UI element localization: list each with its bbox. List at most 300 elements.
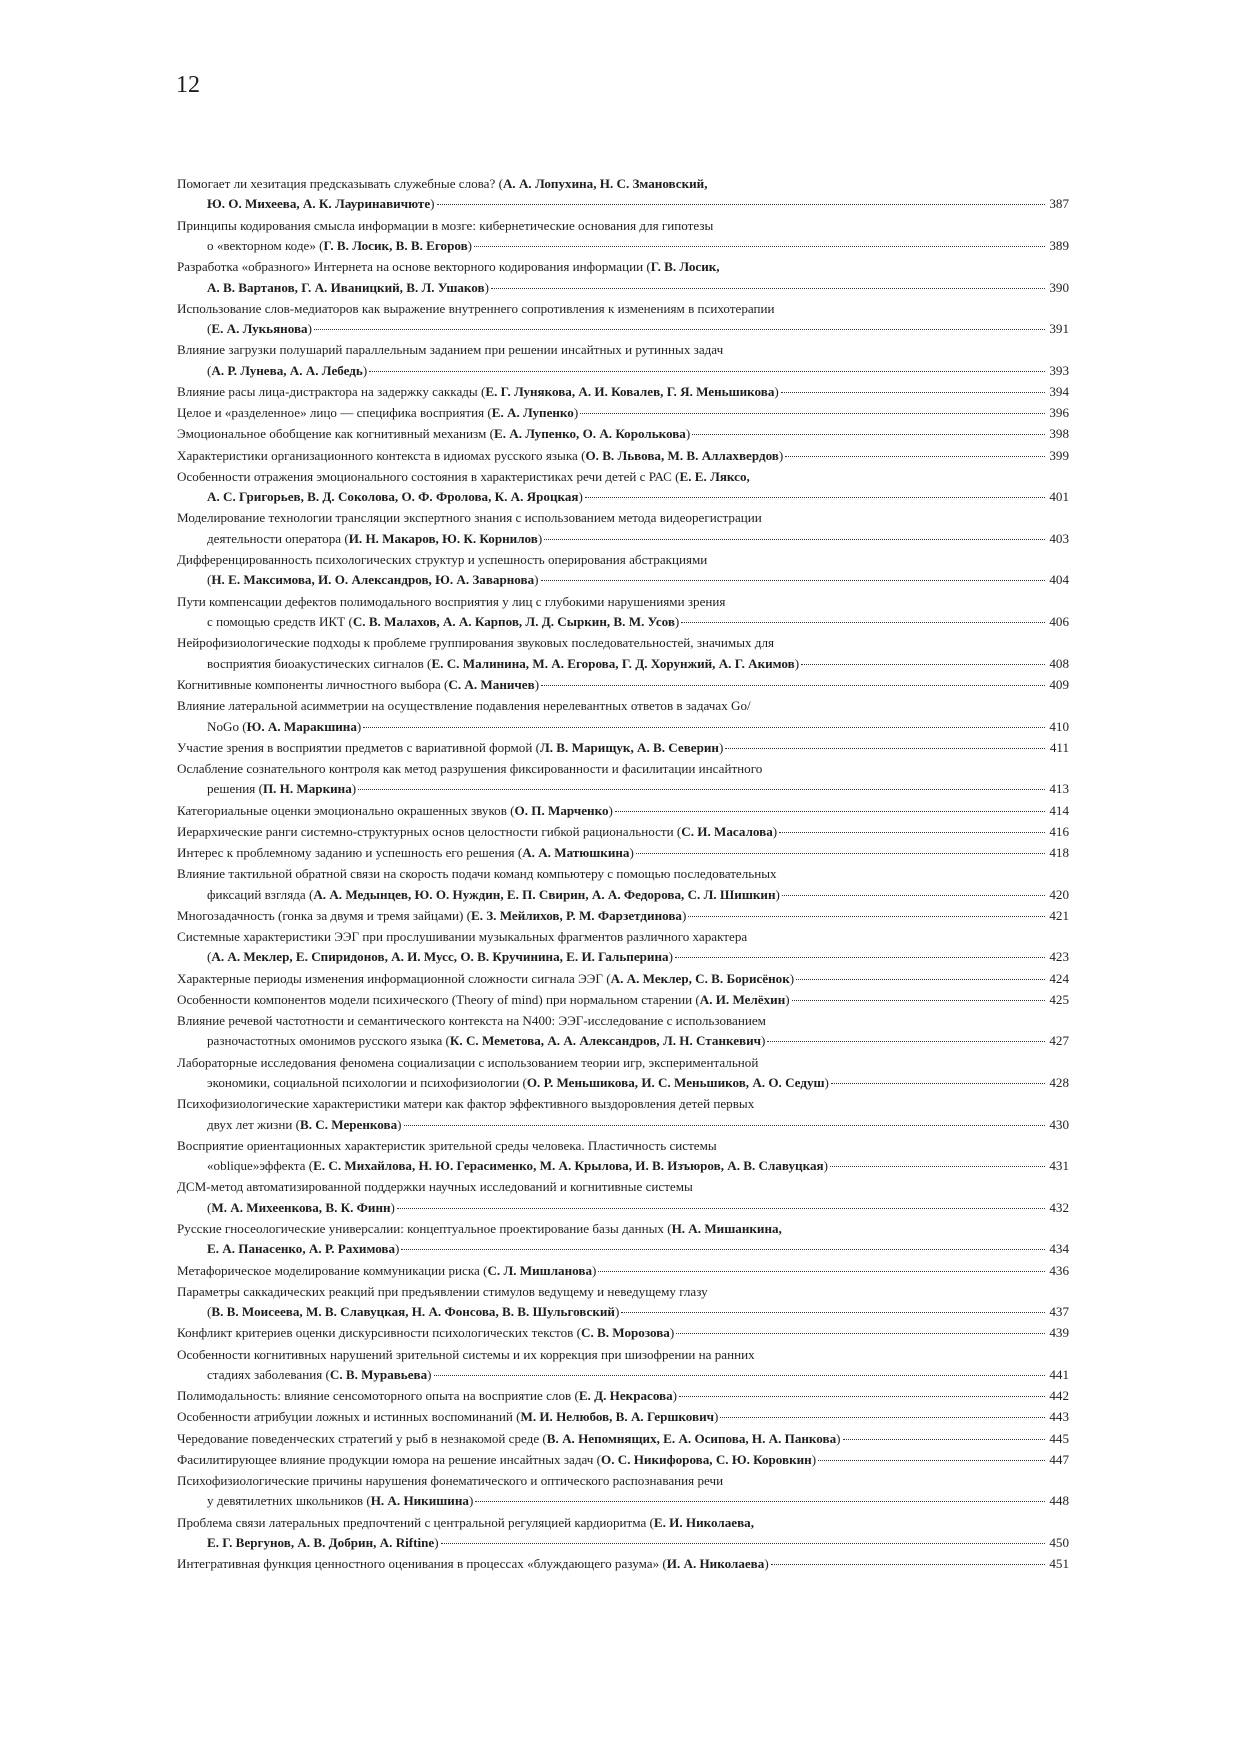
toc-entry-last-line <box>177 1365 1069 1385</box>
dot-leader <box>818 1460 1045 1461</box>
entry-page-number: 406 <box>1049 614 1069 630</box>
toc-entry-last-line <box>177 1533 1069 1553</box>
entry-authors: А. А. Меклер, С. В. Борисёнок <box>610 970 790 986</box>
toc-entry-line <box>177 1094 1069 1114</box>
closing-paren: ) <box>362 362 368 378</box>
toc-entry[interactable] <box>177 340 1069 381</box>
toc-entry-text <box>177 675 539 695</box>
entry-title: Влияние тактильной обратной связи на скорость подачи команд компьютеру с помощью последовательных <box>177 866 777 882</box>
toc-entry-last-line <box>177 675 1069 695</box>
toc-entry-text <box>177 1055 758 1070</box>
toc-entry-last-line <box>177 1386 1069 1406</box>
dot-leader <box>767 1041 1045 1042</box>
entry-page-number: 432 <box>1049 1199 1069 1215</box>
entry-title: ( <box>207 949 212 965</box>
entry-title: с помощью средств ИКТ ( <box>207 614 353 630</box>
dot-leader <box>441 1543 1045 1544</box>
toc-entry[interactable] <box>177 592 1069 633</box>
toc-entry-line <box>177 759 1069 779</box>
entry-title: ( <box>207 321 212 337</box>
entry-authors: П. Н. Маркина <box>262 781 352 797</box>
toc-entry-text <box>177 969 794 989</box>
toc-entry-line <box>177 864 1069 884</box>
toc-entry-last-line <box>177 612 1069 632</box>
toc-entry[interactable] <box>177 633 1069 674</box>
entry-page-number: 441 <box>1049 1367 1069 1383</box>
entry-authors: И. А. Николаева <box>666 1556 765 1572</box>
toc-entry[interactable] <box>177 801 1069 821</box>
entry-title: Пути компенсации дефектов полимодального восприятия у лиц с глубокими нарушениями зрения <box>177 593 726 609</box>
toc-entry[interactable] <box>177 696 1069 737</box>
entry-title: решения ( <box>207 781 263 797</box>
toc-entry-last-line <box>177 1491 1069 1511</box>
toc-entry-text <box>207 1365 432 1385</box>
entry-title: Проблема связи латеральных предпочтений с центральной регуляцией кардиоритма ( <box>177 1514 654 1530</box>
closing-paren: ) <box>614 1304 620 1320</box>
closing-paren: ) <box>785 991 790 1007</box>
closing-paren: ) <box>718 739 724 755</box>
toc-entry[interactable] <box>177 675 1069 695</box>
toc-entry-last-line <box>177 906 1069 926</box>
entry-authors: А. А. Матюшкина <box>522 844 630 860</box>
entry-page-number: 390 <box>1049 279 1069 295</box>
toc-entry-text <box>177 1515 754 1530</box>
dot-leader <box>621 1312 1045 1313</box>
toc-entry[interactable] <box>177 508 1069 549</box>
entry-title: Характерные периоды изменения информационной сложности сигнала ЭЭГ ( <box>177 970 611 986</box>
entry-page-number: 413 <box>1049 781 1069 797</box>
toc-entry[interactable] <box>177 906 1069 926</box>
toc-entry-text <box>207 319 312 339</box>
entry-page-number: 437 <box>1049 1304 1069 1320</box>
toc-entry-line <box>177 1219 1069 1239</box>
toc-entry[interactable] <box>177 174 1069 215</box>
closing-paren: ) <box>764 1556 769 1572</box>
dot-leader <box>636 853 1045 854</box>
toc-entry[interactable] <box>177 403 1069 423</box>
entry-authors: К. С. Меметова, А. А. Александров, Л. Н. Станкевич <box>449 1033 762 1049</box>
toc-entry-line <box>177 299 1069 319</box>
toc-entry-text <box>207 1491 473 1511</box>
entry-page-number: 427 <box>1049 1033 1069 1049</box>
toc-entry[interactable] <box>177 927 1069 968</box>
toc-entry[interactable] <box>177 822 1069 842</box>
toc-entry[interactable] <box>177 864 1069 905</box>
dot-leader <box>720 1417 1045 1418</box>
toc-entry-last-line <box>177 570 1069 590</box>
toc-entry-text <box>177 843 634 863</box>
toc-entry[interactable] <box>177 1136 1069 1177</box>
entry-authors: Е. А. Лупенко <box>491 405 574 421</box>
entry-page-number: 451 <box>1049 1556 1069 1572</box>
closing-paren: ) <box>397 1116 402 1132</box>
entry-page-number: 411 <box>1049 739 1069 755</box>
toc-entry-text <box>177 1323 674 1343</box>
entry-title: Ослабление сознательного контроля как метод разрушения фиксированности и фасилитации инсайтного <box>177 760 763 776</box>
toc-entry-line <box>177 1513 1069 1533</box>
entry-authors: Г. В. Лосик, <box>650 259 720 275</box>
toc-entry-text <box>177 1429 841 1449</box>
toc-entry-line <box>177 1053 1069 1073</box>
dot-leader <box>781 392 1045 393</box>
toc-entry-line <box>177 257 1069 277</box>
toc-entry-last-line <box>177 801 1069 821</box>
entry-title: Эмоциональное обобщение как когнитивный механизм ( <box>177 426 494 442</box>
closing-paren: ) <box>681 907 687 923</box>
toc-entry[interactable] <box>177 1450 1069 1470</box>
closing-paren: ) <box>467 238 473 254</box>
entry-authors: В. А. Непомнящих, Е. А. Осипова, Н. А. Панкова <box>546 1430 837 1446</box>
toc-entry-text <box>177 446 783 466</box>
closing-paren: ) <box>672 1388 678 1404</box>
toc-entry-text <box>177 424 690 444</box>
dot-leader <box>544 539 1045 540</box>
toc-entry-text <box>177 822 777 842</box>
toc-entry-text <box>177 866 777 881</box>
entry-title: Категориальные оценки эмоционально окрашенных звуков ( <box>177 802 515 818</box>
entry-page-number: 410 <box>1049 718 1069 734</box>
entry-page-number: 439 <box>1049 1325 1069 1341</box>
entry-page-number: 416 <box>1049 823 1069 839</box>
toc-entry-last-line <box>177 1073 1069 1093</box>
toc-entry[interactable] <box>177 1345 1069 1386</box>
toc-entry-text <box>207 1533 439 1553</box>
toc-entry-text <box>207 570 539 590</box>
dot-leader <box>782 895 1045 896</box>
toc-entry-text <box>207 1302 619 1322</box>
entry-page-number: 447 <box>1049 1451 1069 1467</box>
closing-paren: ) <box>390 1199 395 1215</box>
closing-paren: ) <box>761 1033 766 1049</box>
entry-title: Особенности компонентов модели психического (Theory of mind) при нормальном старении ( <box>177 991 700 1007</box>
entry-title: двух лет жизни ( <box>207 1116 300 1132</box>
toc-entry-last-line <box>177 738 1069 758</box>
entry-authors: Н. А. Мишанкина, <box>671 1221 782 1237</box>
entry-title: Полимодальность: влияние сенсомоторного опыта на восприятие слов ( <box>177 1388 579 1404</box>
closing-paren: ) <box>356 718 362 734</box>
toc-entry-text <box>207 947 673 967</box>
toc-entry[interactable] <box>177 1219 1069 1260</box>
entry-title: «oblique»эффекта ( <box>207 1158 314 1174</box>
toc-entry-last-line <box>177 947 1069 967</box>
toc-entry-text <box>207 278 489 298</box>
toc-entry-line <box>177 1282 1069 1302</box>
toc-entry-last-line <box>177 717 1069 737</box>
entry-title: Целое и «разделенное» лицо — специфика восприятия ( <box>177 405 492 421</box>
entry-page-number: 399 <box>1049 447 1069 463</box>
toc-entry-last-line <box>177 529 1069 549</box>
entry-authors: О. С. Никифорова, С. Ю. Коровкин <box>601 1451 812 1467</box>
toc-entry[interactable] <box>177 1323 1069 1343</box>
entry-title: Лабораторные исследования феномена социализации с использованием теории игр, экспериментальной <box>177 1054 759 1070</box>
closing-paren: ) <box>578 489 583 505</box>
entry-authors: Е. А. Лукьянова <box>211 321 308 337</box>
entry-title: Чередование поведенческих стратегий у рыб в незнакомой среде ( <box>177 1430 547 1446</box>
entry-title: Дифференцированность психологических структур и успешность оперирования абстракциями <box>177 552 708 568</box>
dot-leader <box>598 1271 1045 1272</box>
toc-entry-text <box>177 1473 723 1488</box>
entry-page-number: 409 <box>1049 676 1069 692</box>
dot-leader <box>491 288 1045 289</box>
toc-entry-last-line <box>177 885 1069 905</box>
toc-entry-line <box>177 633 1069 653</box>
closing-paren: ) <box>669 1325 675 1341</box>
entry-title: Особенности отражения эмоционального состояния в характеристиках речи детей с РАС ( <box>177 468 680 484</box>
toc-entry-text <box>177 1347 755 1362</box>
toc-entry[interactable] <box>177 1282 1069 1323</box>
closing-paren: ) <box>789 970 795 986</box>
entry-authors: Н. А. Никишина <box>370 1493 469 1509</box>
toc-entry-last-line <box>177 969 1069 989</box>
toc-entry-text <box>177 906 686 926</box>
entry-page-number: 389 <box>1049 238 1069 254</box>
entry-authors: Е. С. Малинина, М. А. Егорова, Г. Д. Хорунжий, А. Г. Акимов <box>431 655 795 671</box>
toc-entry[interactable] <box>177 257 1069 298</box>
closing-paren: ) <box>395 1241 400 1257</box>
entry-authors: Е. Г. Вергунов, А. В. Добрин, A. Riftine <box>207 1535 435 1551</box>
toc-entry-line <box>177 467 1069 487</box>
entry-authors: Е. А. Панасенко, А. Р. Рахимова <box>207 1241 396 1257</box>
toc-entry[interactable] <box>177 446 1069 466</box>
toc-entry[interactable] <box>177 1407 1069 1427</box>
entry-title: ( <box>207 1199 212 1215</box>
entry-authors: С. А. Маничев <box>448 676 535 692</box>
entry-title: разночастотных омонимов русского языка ( <box>207 1033 450 1049</box>
dot-leader <box>434 1375 1045 1376</box>
entry-authors: С. В. Малахов, А. А. Карпов, Л. Д. Сыркин, В. М. Усов <box>352 614 675 630</box>
entry-title: Конфликт критериев оценки дискурсивности психологических текстов ( <box>177 1325 581 1341</box>
toc-entry-text <box>177 594 725 609</box>
toc-entry-text <box>177 342 723 357</box>
toc-entry-last-line <box>177 403 1069 423</box>
toc-entry[interactable] <box>177 1386 1069 1406</box>
entry-title: Разработка «образного» Интернета на основе векторного кодирования информации ( <box>177 259 651 275</box>
toc-entry-last-line <box>177 424 1069 444</box>
toc-entry-last-line <box>177 1450 1069 1470</box>
entry-title: Интерес к проблемному заданию и успешность его решения ( <box>177 844 523 860</box>
toc-entry-last-line <box>177 1407 1069 1427</box>
toc-entry-last-line <box>177 1261 1069 1281</box>
entry-page-number: 436 <box>1049 1262 1069 1278</box>
dot-leader <box>801 664 1045 665</box>
toc-entry[interactable] <box>177 843 1069 863</box>
closing-paren: ) <box>592 1262 597 1278</box>
closing-paren: ) <box>534 676 540 692</box>
entry-title: Системные характеристики ЭЭГ при прослушивании музыкальных фрагментов различного характера <box>177 928 748 944</box>
entry-title: Особенности атрибуции ложных и истинных воспоминаний ( <box>177 1409 521 1425</box>
dot-leader <box>679 1396 1045 1397</box>
entry-title: Влияние расы лица-дистрактора на задержку саккады ( <box>177 384 486 400</box>
closing-paren: ) <box>430 196 435 212</box>
toc-entry-text <box>177 403 578 423</box>
toc-entry-last-line <box>177 822 1069 842</box>
toc-entry-text <box>177 1284 708 1299</box>
closing-paren: ) <box>668 949 673 965</box>
toc-entry-text <box>207 194 435 214</box>
toc-entry-last-line <box>177 1198 1069 1218</box>
entry-title: восприятия биоакустических сигналов ( <box>207 655 432 671</box>
dot-leader <box>779 832 1045 833</box>
toc-entry-text <box>207 1156 828 1176</box>
toc-entry-text <box>177 929 747 944</box>
toc-entry-line <box>177 1011 1069 1031</box>
closing-paren: ) <box>434 1535 439 1551</box>
entry-title: ДСМ-метод автоматизированной поддержки научных исследований и когнитивные системы <box>177 1179 693 1195</box>
toc-entry[interactable] <box>177 550 1069 591</box>
entry-page-number: 425 <box>1049 991 1069 1007</box>
toc-entry-text <box>207 361 367 381</box>
toc-entry[interactable] <box>177 216 1069 257</box>
toc-entry[interactable] <box>177 1429 1069 1449</box>
entry-title: Влияние речевой частотности и семантического контекста на N400: ЭЭГ-исследование с использованием <box>177 1012 766 1028</box>
toc-entry-text <box>177 1407 718 1427</box>
entry-page-number: 387 <box>1049 196 1069 212</box>
toc-entry[interactable] <box>177 299 1069 340</box>
toc-entry[interactable] <box>177 1011 1069 1052</box>
dot-leader <box>358 789 1045 790</box>
closing-paren: ) <box>573 405 579 421</box>
toc-entry[interactable] <box>177 738 1069 758</box>
toc-entry[interactable] <box>177 1471 1069 1512</box>
toc-entry-last-line <box>177 1239 1069 1259</box>
closing-paren: ) <box>774 384 779 400</box>
entry-page-number: 430 <box>1049 1116 1069 1132</box>
closing-paren: ) <box>307 321 312 337</box>
dot-leader <box>541 580 1045 581</box>
entry-title: Участие зрения в восприятии предметов с вариативной формой ( <box>177 739 540 755</box>
toc-entry-last-line <box>177 1554 1069 1574</box>
entry-title: фиксаций взгляда ( <box>207 886 314 902</box>
entry-authors: М. И. Нелюбов, В. А. Гершкович <box>520 1409 715 1425</box>
toc-entry[interactable] <box>177 1261 1069 1281</box>
toc-entry-last-line <box>177 843 1069 863</box>
closing-paren: ) <box>427 1367 432 1383</box>
toc-entry-text <box>177 218 713 233</box>
toc-entry[interactable] <box>177 424 1069 444</box>
dot-leader <box>676 1333 1045 1334</box>
toc-entry-text <box>177 1221 782 1236</box>
entry-title: Нейрофизиологические подходы к проблеме группирования звуковых последовательностей, значимых для <box>177 635 775 651</box>
dot-leader <box>831 1083 1045 1084</box>
toc-entry[interactable] <box>177 382 1069 402</box>
toc-entry[interactable] <box>177 990 1069 1010</box>
closing-paren: ) <box>685 426 691 442</box>
entry-title: о «векторном коде» ( <box>207 238 324 254</box>
entry-authors: Л. В. Марищук, А. В. Северин <box>540 739 719 755</box>
toc-entry-text <box>177 1450 816 1470</box>
entry-title: Принципы кодирования смысла информации в мозге: кибернетические основания для гипотезы <box>177 217 714 233</box>
toc-entry[interactable] <box>177 1053 1069 1094</box>
entry-title: Русские гносеологические универсалии: концептуальное проектирование базы данных ( <box>177 1221 672 1237</box>
toc-entry-last-line <box>177 1429 1069 1449</box>
closing-paren: ) <box>836 1430 841 1446</box>
closing-paren: ) <box>714 1409 719 1425</box>
entry-page-number: 404 <box>1049 572 1069 588</box>
dot-leader <box>397 1208 1045 1209</box>
toc-entry[interactable] <box>177 1177 1069 1218</box>
dot-leader <box>314 329 1045 330</box>
closing-paren: ) <box>534 572 539 588</box>
dot-leader <box>585 497 1045 498</box>
entry-authors: А. С. Григорьев, В. Д. Соколова, О. Ф. Фролова, К. А. Яроцкая <box>207 489 579 505</box>
entry-title: Характеристики организационного контекста в идиомах русского языка ( <box>177 447 586 463</box>
entry-page-number: 421 <box>1049 907 1069 923</box>
toc-entry-line <box>177 696 1069 716</box>
entry-page-number: 391 <box>1049 321 1069 337</box>
closing-paren: ) <box>824 1074 829 1090</box>
closing-paren: ) <box>778 447 784 463</box>
entry-authors: С. Л. Мишланова <box>487 1262 592 1278</box>
entry-title: Психофизиологические причины нарушения фонематического и оптического распознавания речи <box>177 1473 724 1489</box>
entry-title: ( <box>207 362 212 378</box>
entry-page-number: 393 <box>1049 362 1069 378</box>
toc-entry-text <box>177 552 707 567</box>
entry-authors: А. Р. Лунева, А. А. Лебедь <box>211 362 363 378</box>
toc-entry-text <box>177 176 708 191</box>
entry-authors: А. А. Медынцев, Ю. О. Нуждин, Е. П. Свирин, А. А. Федорова, С. Л. Шишкин <box>313 886 776 902</box>
closing-paren: ) <box>811 1451 817 1467</box>
dot-leader <box>580 413 1045 414</box>
toc-entry-text <box>207 717 361 737</box>
dot-leader <box>796 979 1045 980</box>
entry-title: экономики, социальной психологии и психофизиологии ( <box>207 1074 527 1090</box>
entry-page-number: 445 <box>1049 1430 1069 1446</box>
entry-title: Многозадачность (гонка за двумя и тремя зайцами) ( <box>177 907 471 923</box>
closing-paren: ) <box>608 802 613 818</box>
entry-title: Иерархические ранги системно-структурных основ целостности гибкой рациональности ( <box>177 823 682 839</box>
dot-leader <box>474 246 1045 247</box>
toc-entry-last-line <box>177 361 1069 381</box>
toc-entry[interactable] <box>177 759 1069 800</box>
entry-page-number: 424 <box>1049 970 1069 986</box>
toc-entry-text <box>207 529 542 549</box>
entry-title: Параметры саккадических реакций при предъявлении стимулов ведущему и неведущему глазу <box>177 1283 708 1299</box>
toc-entry[interactable] <box>177 467 1069 508</box>
toc-entry-text <box>207 885 780 905</box>
dot-leader <box>725 748 1045 749</box>
toc-entry-last-line <box>177 194 1069 214</box>
toc-entry[interactable] <box>177 1513 1069 1554</box>
closing-paren: ) <box>484 279 489 295</box>
closing-paren: ) <box>772 823 778 839</box>
toc-entry-text <box>207 236 472 256</box>
toc-entry-text <box>177 301 775 316</box>
toc-entry-line <box>177 592 1069 612</box>
toc-entry-text <box>177 635 774 650</box>
closing-paren: ) <box>674 614 680 630</box>
toc-entry-line <box>177 216 1069 236</box>
dot-leader <box>363 727 1045 728</box>
entry-authors: Ю. А. Маракшина <box>246 718 357 734</box>
toc-entry-text <box>207 487 583 507</box>
entry-authors: А. А. Лопухина, Н. С. Змановский, <box>502 176 708 191</box>
entry-page-number: 398 <box>1049 426 1069 442</box>
toc-entry-text <box>177 990 790 1010</box>
toc-entry[interactable] <box>177 1094 1069 1135</box>
toc-entry-text <box>177 1013 766 1028</box>
toc-entry-last-line <box>177 1156 1069 1176</box>
dot-leader <box>404 1125 1046 1126</box>
toc-entry-text <box>177 510 762 525</box>
toc-entry[interactable] <box>177 1554 1069 1574</box>
toc-entry-text <box>177 469 750 484</box>
toc-entry[interactable] <box>177 969 1069 989</box>
entry-authors: С. И. Масалова <box>681 823 773 839</box>
closing-paren: ) <box>775 886 780 902</box>
entry-authors: Е. С. Михайлова, Н. Ю. Герасименко, М. А. Крылова, И. В. Изъюров, А. В. Славуцкая <box>313 1158 824 1174</box>
closing-paren: ) <box>794 655 800 671</box>
toc-entry-text <box>207 1115 402 1135</box>
